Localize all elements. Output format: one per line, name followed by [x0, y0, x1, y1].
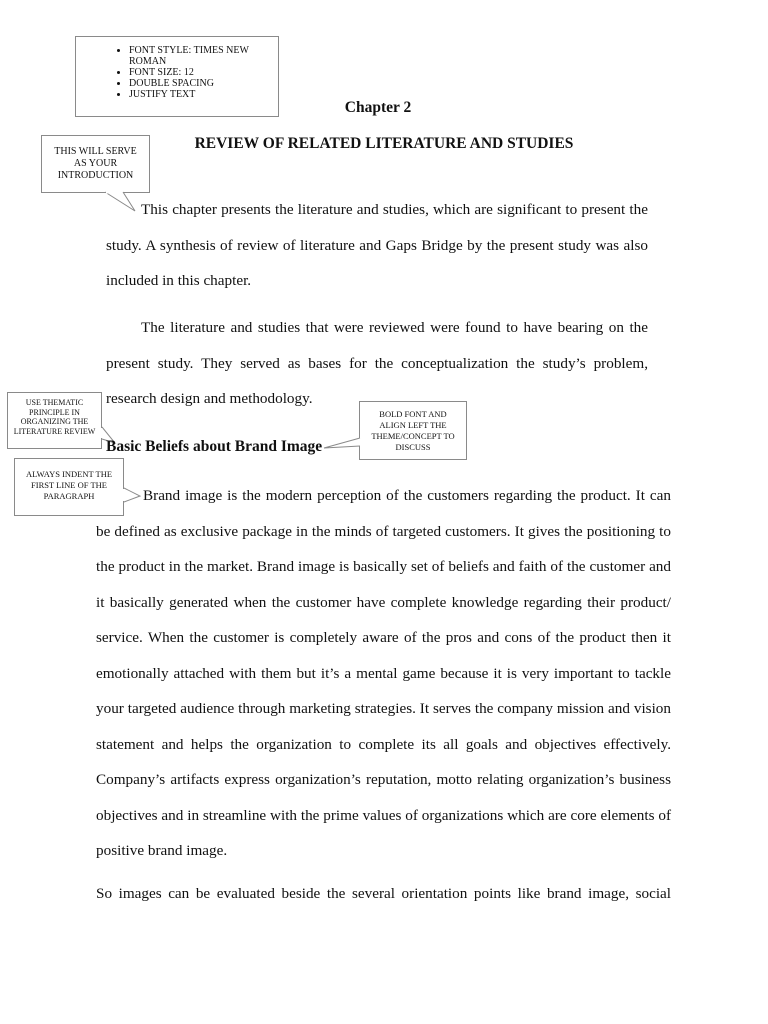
chapter-number: Chapter 2 [344, 99, 412, 116]
format-item: • FONT STYLE: TIMES NEW ROMAN [129, 45, 272, 67]
body-paragraph-2: So images can be evaluated beside the several orientation points like brand image, social [96, 885, 671, 902]
format-item: • DOUBLE SPACING [129, 78, 272, 89]
callout-text: ALWAYS INDENT THE FIRST LINE OF THE PARAGRAPH [25, 469, 113, 501]
format-item: • JUSTIFY TEXT [129, 89, 272, 100]
format-list [86, 45, 272, 100]
callout-text: USE THEMATIC PRINCIPLE IN ORGANIZING THE LITERATURE REVIEW [13, 398, 96, 436]
intro-paragraph-1: This chapter presents the literature and studies, which are significant to present the study. A synthesis of review of literature and Gaps Bridge by the present study was also included in this chapter. [106, 201, 648, 289]
format-item: • FONT SIZE: 12 [129, 67, 272, 78]
body-paragraph-1: Brand image is the modern perception of the customers regarding the product. It can be defined as exclusive package in the minds of targeted customers. It gives the positioning to the product in the market. Brand image is basically set of beliefs and faith of the customer and it basically generated when the customer have complete knowledge regarding their product/ service. When the customer is completely aware of the pros and cons of the product then it emotionally attached with them but it’s a mental game because it is very important to tackle your targeted audience through marketing strategies. It serves the company mission and vision statement and helps the organization to complete its all goals and objectives effectively. Company’s artifacts express organization’s reputation, motto relating organization’s business objectives and in streamline with the prime values of organizations which are core elements of positive brand image. [96, 487, 671, 859]
thematic-callout [7, 392, 102, 449]
intro-paragraph-2: The literature and studies that were reviewed were found to have bearing on the present study. They served as bases for the conceptualization the study’s problem, research design and methodology. [106, 319, 648, 407]
section-heading: Basic Beliefs about Brand Image [106, 438, 323, 455]
introduction-callout [41, 135, 150, 193]
bold-font-callout-tail [322, 436, 362, 452]
chapter-title: REVIEW OF RELATED LITERATURE AND STUDIES [194, 135, 574, 152]
callout-text: THIS WILL SERVE AS YOUR INTRODUCTION [54, 146, 137, 181]
bold-font-callout [359, 401, 467, 460]
callout-text: BOLD FONT AND ALIGN LEFT THE THEME/CONCEPT TO DISCUSS [371, 409, 455, 452]
